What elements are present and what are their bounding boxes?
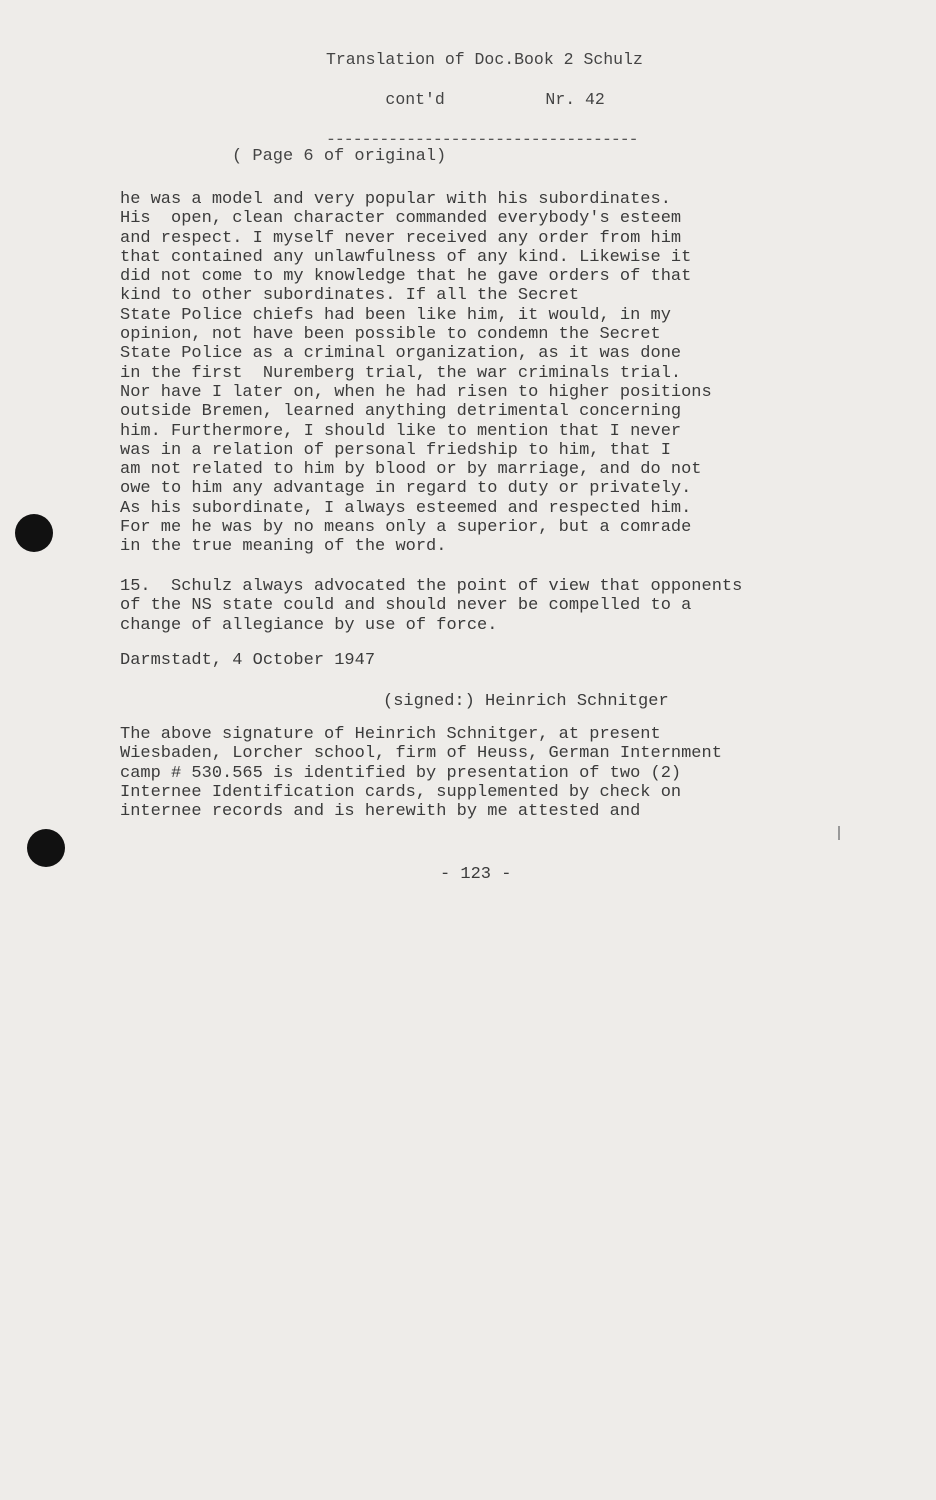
text-line: change of allegiance by use of force. (120, 615, 498, 635)
margin-mark (838, 826, 840, 840)
text-line: of the NS state could and should never be compelled to a (120, 596, 692, 616)
text-line: Wiesbaden, Lorcher school, firm of Heuss, German Internment (120, 744, 722, 764)
text-line: For me he was by no means only a superior, but a comrade (120, 518, 692, 538)
text-line: was in a relation of personal friedship to him, that I (120, 440, 671, 460)
text-line: internee records and is herewith by me attested and (120, 802, 641, 822)
paragraph-point-15 (120, 577, 742, 635)
text-line: he was a model and very popular with his subordinates. (120, 190, 671, 209)
header-number: Nr. 42 (545, 90, 605, 109)
header-cont: cont'd (385, 90, 445, 109)
header-title: Translation of Doc.Book 2 Schulz (326, 50, 643, 69)
header-rule: ----------------------------------- (326, 130, 638, 149)
page-number: - 123 - (440, 865, 512, 884)
text-line: that contained any unlawfulness of any kind. Likewise it (120, 247, 692, 267)
text-line: in the true meaning of the word. (120, 537, 447, 557)
text-line: State Police as a criminal organization, as it was done (120, 344, 682, 364)
document-header (326, 50, 643, 150)
text-line: in the first Nuremberg trial, the war criminals trial. (120, 363, 682, 383)
text-line: opinion, not have been possible to condemn the Secret (120, 325, 661, 345)
text-line: The above signature of Heinrich Schnitger, at present (120, 725, 661, 744)
text-line: owe to him any advantage in regard to duty or privately. (120, 479, 692, 499)
text-line: camp # 530.565 is identified by presentation of two (2) (120, 763, 682, 783)
text-line: State Police chiefs had been like him, it would, in my (120, 305, 671, 325)
text-line: Internee Identification cards, supplemented by check on (120, 782, 682, 802)
signature-line: (signed:) Heinrich Schnitger (383, 692, 669, 711)
text-line: did not come to my knowledge that he gave orders of that (120, 267, 692, 287)
text-line: outside Bremen, learned anything detrimental concerning (120, 402, 682, 422)
text-line: 15. Schulz always advocated the point of view that opponents (120, 577, 743, 596)
paragraph-testimony (120, 190, 712, 557)
text-line: Nor have I later on, when he had risen to higher positions (120, 382, 712, 402)
punch-hole-bottom (27, 829, 65, 867)
text-line: As his subordinate, I always esteemed and respected him. (120, 498, 692, 518)
punch-hole-top (15, 514, 53, 552)
page-of-original-note: ( Page 6 of original) (232, 147, 447, 166)
text-line: him. Furthermore, I should like to mention that I never (120, 421, 682, 441)
text-line: kind to other subordinates. If all the Secret (120, 286, 580, 306)
text-line: am not related to him by blood or by marriage, and do not (120, 460, 702, 480)
text-line: and respect. I myself never received any order from him (120, 228, 682, 248)
text-line: His open, clean character commanded everybody's esteem (120, 209, 682, 229)
place-date: Darmstadt, 4 October 1947 (120, 651, 376, 670)
paragraph-attestation (120, 725, 722, 821)
